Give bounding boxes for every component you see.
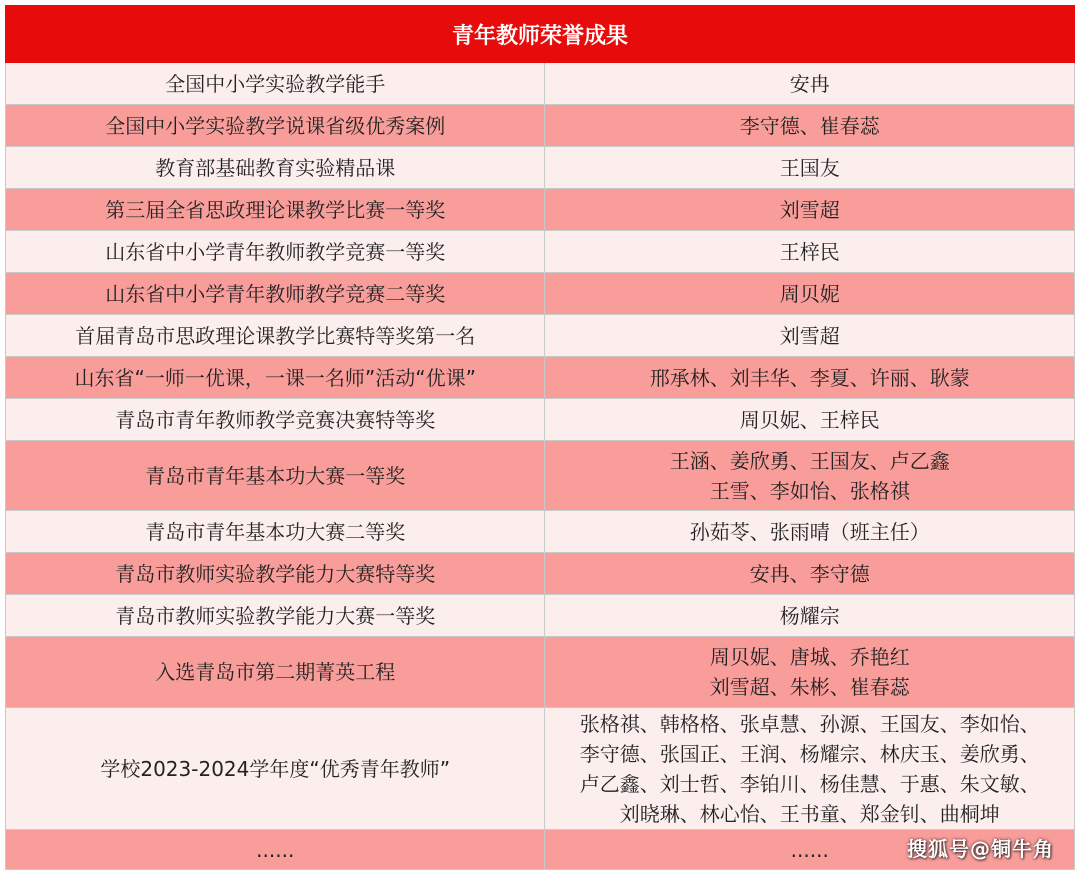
honor-table	[5, 5, 1075, 870]
award-cell: 教育部基础教育实验精品课	[6, 147, 545, 189]
table-header-row	[6, 6, 1075, 63]
table-row	[6, 708, 1075, 830]
table-row	[6, 315, 1075, 357]
names-cell: 邢承林、刘丰华、李夏、许丽、耿蒙	[545, 357, 1075, 399]
award-cell: 青岛市青年基本功大赛一等奖	[6, 441, 545, 511]
table-row	[6, 595, 1075, 637]
award-cell: 青岛市青年教师教学竞赛决赛特等奖	[6, 399, 545, 441]
names-cell: 周贝妮、唐城、乔艳红 刘雪超、朱彬、崔春蕊	[545, 637, 1075, 708]
names-cell: ......	[545, 830, 1075, 870]
award-cell: 青岛市教师实验教学能力大赛一等奖	[6, 595, 545, 637]
table-row	[6, 637, 1075, 708]
names-cell: 安冉、李守德	[545, 553, 1075, 595]
award-cell: 第三届全省思政理论课教学比赛一等奖	[6, 189, 545, 231]
watermark: 搜狐号@铜牛角	[907, 837, 1054, 861]
table-row	[6, 147, 1075, 189]
award-cell: 全国中小学实验教学能手	[6, 63, 545, 105]
names-cell: 刘雪超	[545, 315, 1075, 357]
names-cell: 杨耀宗	[545, 595, 1075, 637]
award-cell: 山东省“一师一优课，一课一名师”活动“优课”	[6, 357, 545, 399]
names-cell: 王梓民	[545, 231, 1075, 273]
table-row	[6, 357, 1075, 399]
award-cell: 山东省中小学青年教师教学竞赛二等奖	[6, 273, 545, 315]
table-row	[6, 231, 1075, 273]
table-row	[6, 273, 1075, 315]
award-cell: 青岛市教师实验教学能力大赛特等奖	[6, 553, 545, 595]
names-cell: 周贝妮	[545, 273, 1075, 315]
table-title: 青年教师荣誉成果	[6, 6, 1075, 63]
award-cell: 学校2023-2024学年度“优秀青年教师”	[6, 708, 545, 830]
table-row	[6, 63, 1075, 105]
table-row	[6, 511, 1075, 553]
names-cell: 王涵、姜欣勇、王国友、卢乙鑫 王雪、李如怡、张格祺	[545, 441, 1075, 511]
names-cell: 张格祺、韩格格、张卓慧、孙源、王国友、李如怡、 李守德、张国正、王润、杨耀宗、林庆玉、姜欣勇、 卢乙鑫、刘士哲、李铂川、杨佳慧、于惠、朱文敏、 刘晓琳、林心怡、王书童、郑金钊、曲桐坤	[545, 708, 1075, 830]
award-cell: 入选青岛市第二期菁英工程	[6, 637, 545, 708]
table-row	[6, 399, 1075, 441]
table-row	[6, 189, 1075, 231]
names-cell: 周贝妮、王梓民	[545, 399, 1075, 441]
names-cell: 安冉	[545, 63, 1075, 105]
award-cell: 山东省中小学青年教师教学竞赛一等奖	[6, 231, 545, 273]
award-cell: 青岛市青年基本功大赛二等奖	[6, 511, 545, 553]
award-cell: 首届青岛市思政理论课教学比赛特等奖第一名	[6, 315, 545, 357]
table-row	[6, 105, 1075, 147]
names-cell: 李守德、崔春蕊	[545, 105, 1075, 147]
table-row	[6, 553, 1075, 595]
names-cell: 孙茹苓、张雨晴（班主任）	[545, 511, 1075, 553]
names-cell: 刘雪超	[545, 189, 1075, 231]
award-cell: ......	[6, 830, 545, 870]
names-cell: 王国友	[545, 147, 1075, 189]
table-row	[6, 441, 1075, 511]
award-cell: 全国中小学实验教学说课省级优秀案例	[6, 105, 545, 147]
